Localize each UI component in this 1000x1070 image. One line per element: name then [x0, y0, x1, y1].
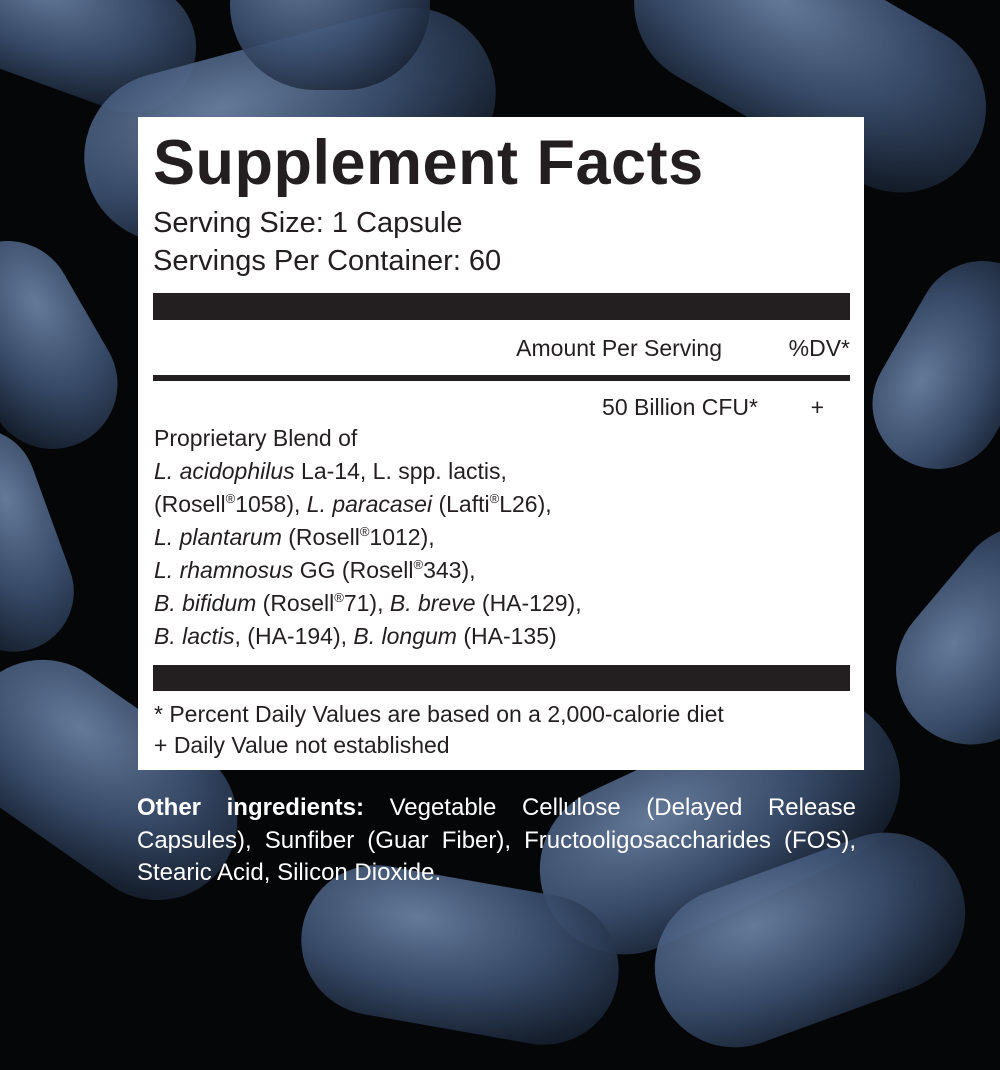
blend-text: (Lafti — [432, 491, 490, 517]
serving-size: Serving Size: 1 Capsule — [153, 207, 463, 239]
blend-line — [154, 458, 507, 485]
blend-text: 71), — [343, 590, 390, 616]
blend-text: 1012), — [369, 524, 435, 550]
species-name: L. acidophilus — [154, 458, 295, 484]
blend-text: L26), — [499, 491, 552, 517]
species-name: L. paracasei — [306, 491, 433, 517]
blend-line — [154, 491, 552, 518]
blend-text: La-14, L. spp. lactis, — [294, 458, 507, 484]
footnote-dv: * Percent Daily Values are based on a 2,000-calorie diet — [154, 701, 724, 727]
blend-text: (Rosell — [256, 590, 335, 616]
dv-value: + — [810, 394, 824, 420]
blend-title: Proprietary Blend of — [154, 425, 358, 451]
registered-mark: ® — [359, 524, 370, 539]
blend-text: GG (Rosell — [293, 557, 414, 583]
blend-line — [154, 557, 476, 584]
thick-divider-bottom — [153, 665, 850, 691]
species-name: L. rhamnosus — [154, 557, 294, 583]
other-ingredients-text: Vegetable Cellulose (Delayed Release Capsules), Sunfiber (Guar Fiber), Fructooligosaccharides (FOS), Stearic Acid, Silicon Dioxide. — [137, 794, 856, 886]
blend-line — [154, 590, 582, 617]
thick-divider — [153, 293, 850, 320]
blend-text: 1058), — [235, 491, 307, 517]
species-name: B. bifidum — [154, 590, 257, 616]
footnote-not-established: + Daily Value not established — [154, 732, 450, 758]
blend-text: (Rosell — [154, 491, 226, 517]
species-name: L. plantarum — [154, 524, 282, 550]
blend-text: (HA-129), — [475, 590, 582, 616]
other-ingredients-label: Other ingredients: — [137, 794, 364, 821]
blend-line — [154, 524, 435, 551]
species-name: B. breve — [389, 590, 476, 616]
medium-divider — [153, 375, 850, 381]
species-name: B. longum — [353, 623, 457, 649]
servings-per-container: Servings Per Container: 60 — [153, 245, 502, 277]
blend-text: 343), — [423, 557, 476, 583]
registered-mark: ® — [334, 590, 344, 605]
header-amount: Amount Per Serving — [516, 335, 722, 361]
registered-mark: ® — [413, 557, 424, 572]
header-dv: %DV* — [788, 335, 850, 361]
species-name: B. lactis — [154, 623, 235, 649]
blend-text: , (HA-194), — [234, 623, 354, 649]
registered-mark: ® — [225, 491, 236, 506]
other-ingredients — [137, 792, 856, 890]
blend-text: (HA-135) — [456, 623, 557, 649]
blend-text: (Rosell — [281, 524, 360, 550]
blend-line — [154, 623, 557, 650]
registered-mark: ® — [489, 491, 500, 506]
label-title: Supplement Facts — [153, 128, 704, 198]
amount-value: 50 Billion CFU* — [602, 394, 758, 420]
supplement-facts-panel — [138, 117, 864, 770]
